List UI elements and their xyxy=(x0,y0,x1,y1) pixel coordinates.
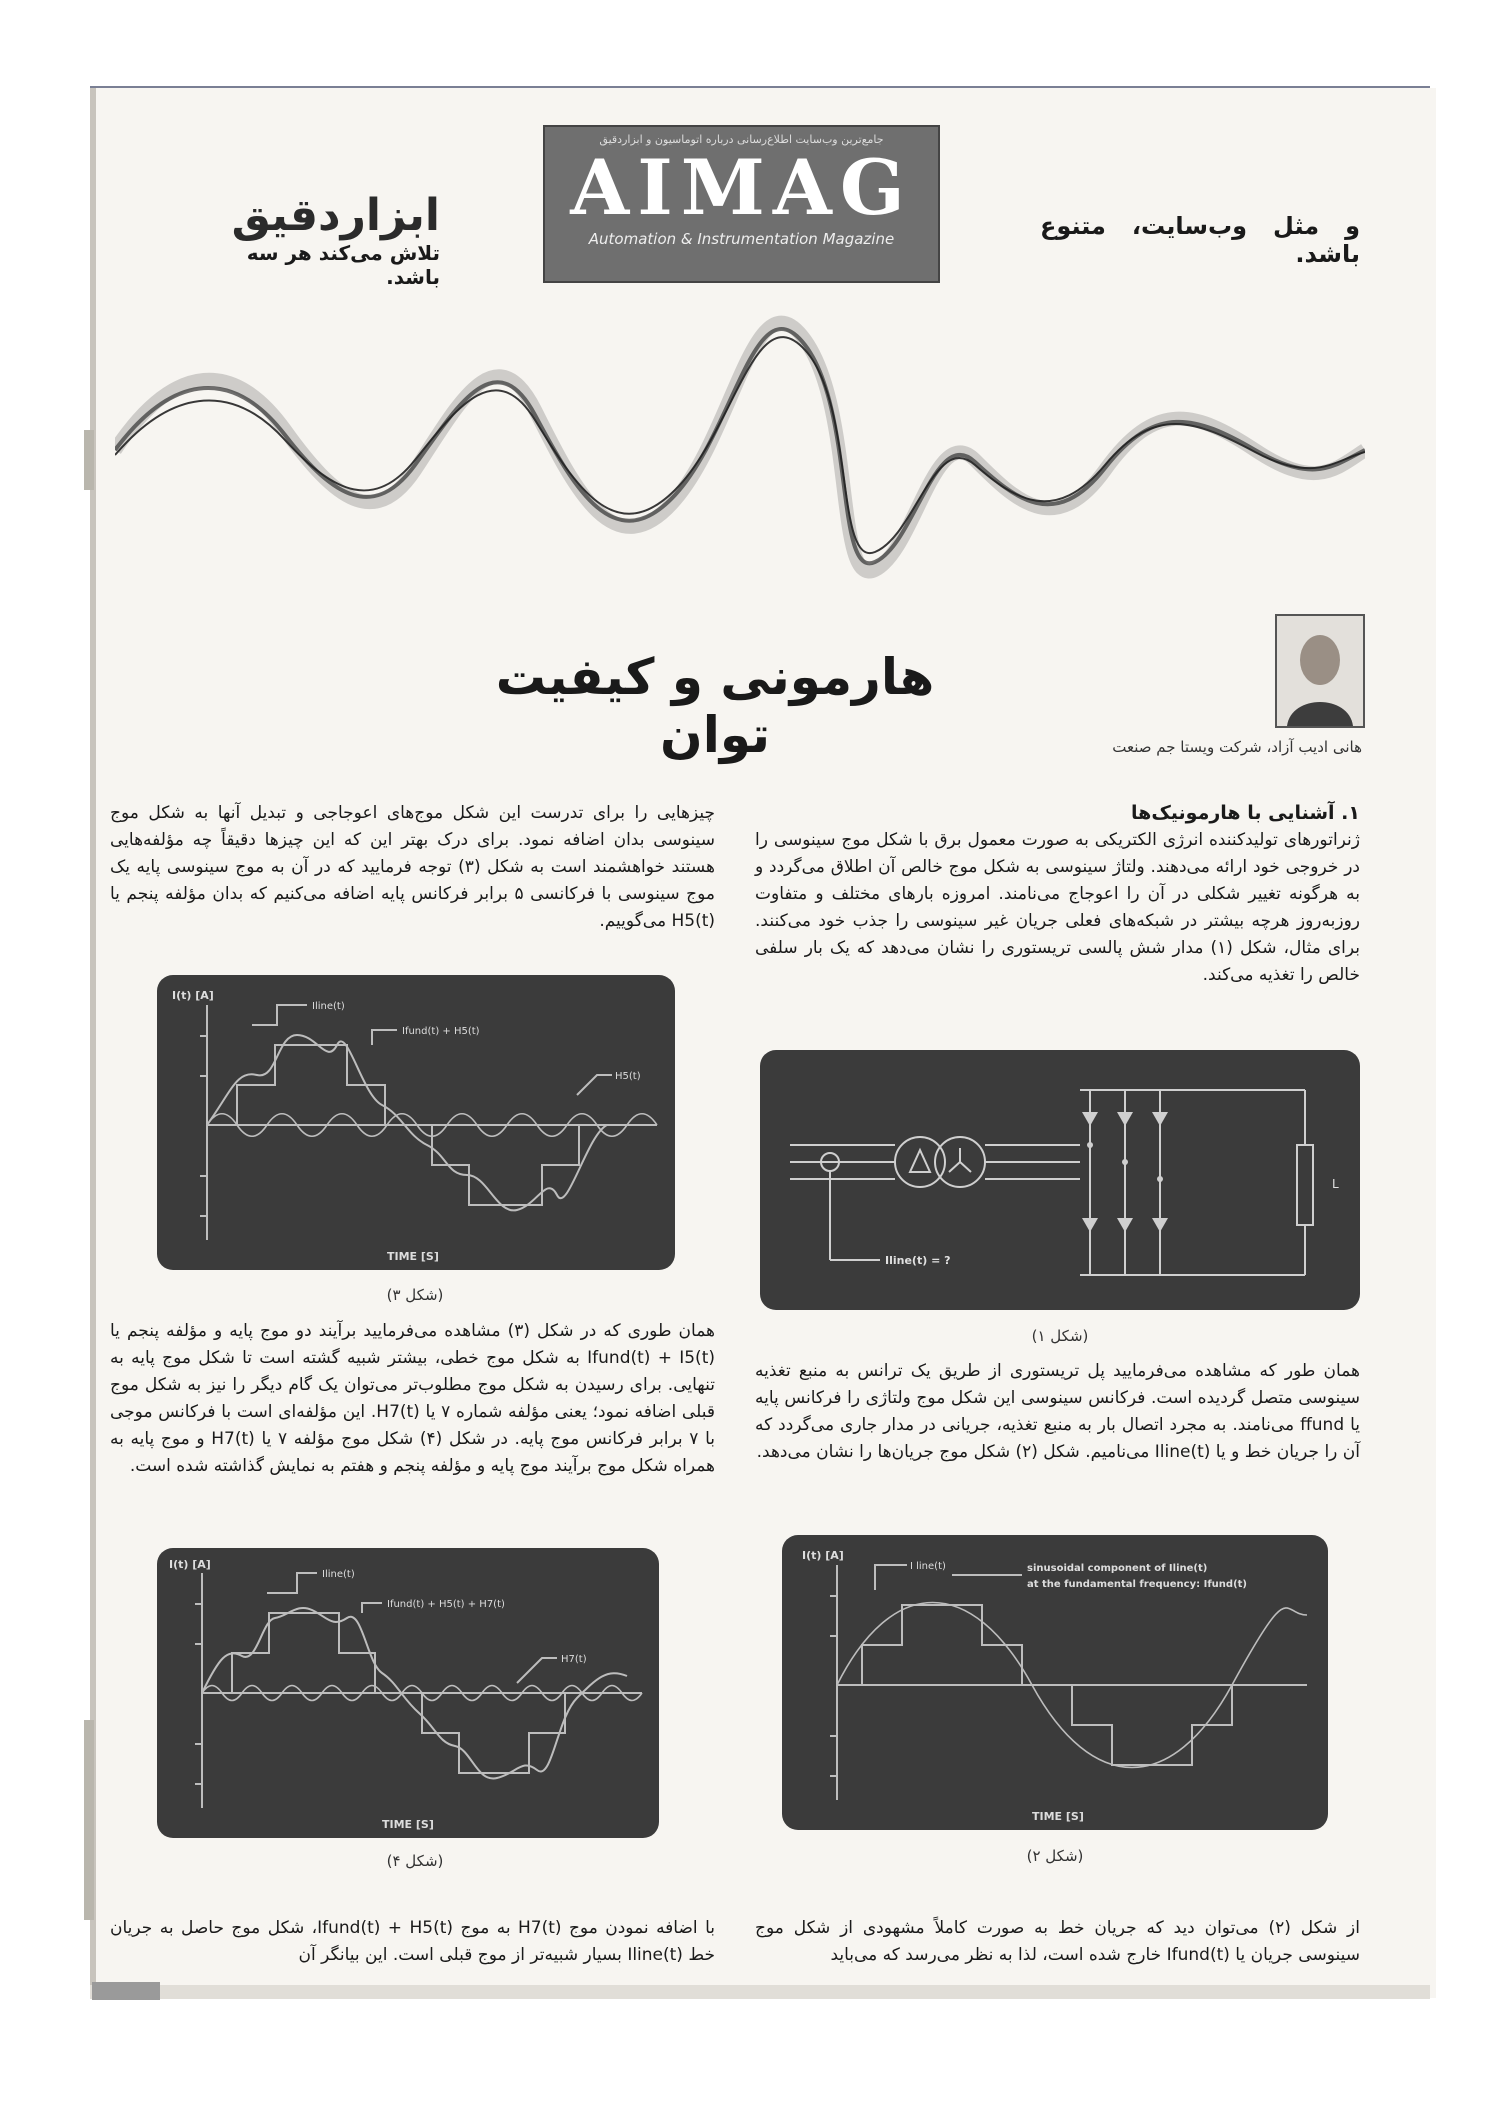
right-column-para3: از شکل (۲) می‌توان دید که جریان خط به صورت کاملاً مشهودی از شکل موج سینوسی جریان یا Ifund(t) خارج شده است، لذا به نظر می‌رسد که می‌باید xyxy=(755,1918,1360,1965)
right-column-intro xyxy=(755,800,1360,989)
logo-word: AIMAG xyxy=(570,143,913,232)
wave-illustration xyxy=(115,300,1365,590)
article-author: هانی ادیب آزاد، شرکت ویستا جم صنعت xyxy=(1112,738,1362,756)
fig4-ylabel: I(t) [A] xyxy=(169,1558,211,1571)
fig2-label-iline: I line(t) xyxy=(910,1561,946,1572)
label-inductor: L xyxy=(1332,1177,1339,1191)
fig2-xlabel: TIME [S] xyxy=(1032,1810,1084,1823)
aimag-logo xyxy=(543,125,940,283)
fig4-label-iline: Iline(t) xyxy=(322,1569,355,1580)
left-column-para3: با اضافه نمودن موج H7(t) به موج Ifund(t) + H5(t)، شکل موج حاصل به جریان خط Iline(t) بسیار شبیه‌تر از موج قبلی است. این بیانگر آن xyxy=(110,1918,715,1965)
logo-subtitle: Automation & Instrumentation Magazine xyxy=(588,230,895,248)
figure-2-caption: (شکل ۲) xyxy=(1026,1847,1084,1865)
fig4-label-h7: H7(t) xyxy=(561,1654,587,1665)
fig3-ylabel: I(t) [A] xyxy=(172,989,214,1002)
fig2-label-sin1: sinusoidal component of Iline(t) xyxy=(1027,1563,1208,1574)
page-footer-bar xyxy=(90,1985,1430,1999)
figure-1-circuit xyxy=(760,1050,1360,1310)
header-tagline: و مثل وب‌سایت، متنوع باشد. xyxy=(1040,212,1360,268)
page-number-tab xyxy=(92,1982,160,2000)
section-heading: ۱. آشنایی با هارمونیک‌ها xyxy=(1131,802,1360,824)
figure-1-caption: (شکل ۱) xyxy=(1031,1327,1089,1345)
author-photo xyxy=(1275,614,1365,728)
paragraph: ژنراتورهای تولیدکننده انرژی الکتریکی به صورت معمول برق با شکل موج سینوسی را در خروجی خود ارائه می‌دهند. ولتاژ سینوسی به شکل موج خالص آن اطلاق می‌گردد و به هرگونه تغییر شکلی در آن را اعوجاج می‌نامند. امروزه بارهای مختلف و متفاوت روزبه‌روز هرچه بیشتر در شبکه‌های فعلی جریان غیر سینوسی را جذب خود می‌کنند. برای مثال، شکل (۱) مدار شش پالسی تریستوری را نشان می‌دهد که یک بار سلفی خالص را تغذیه می‌کند. xyxy=(755,830,1361,985)
figure-3-caption: (شکل ۳) xyxy=(386,1286,444,1304)
article-title: هارمونی و کیفیت توان xyxy=(495,648,935,764)
binding-edge xyxy=(84,1720,94,1920)
figure-4-waveform xyxy=(157,1548,659,1838)
fig2-ylabel: I(t) [A] xyxy=(802,1549,844,1562)
figure-3-waveform xyxy=(157,975,675,1270)
fig3-label-h5: H5(t) xyxy=(615,1071,641,1082)
left-column-para1: چیزهایی را برای تدرست این شکل موج‌های اعوجاجی و تبدیل آنها به شکل موج سینوسی بدان اضافه نمود. برای درک بهتر این که این چیزها دقیقاً چه مؤلفه‌هایی هستند خواهشمند است به شکل (۳) توجه فرمایید که در آن به موج سینوسی پایه یک موج سینوسی با فرکانسی ۵ برابر فرکانس پایه اضافه می‌کنیم که بدان مؤلفه پنجم یا H5(t) می‌گوییم. xyxy=(110,803,716,931)
figure-2-waveform xyxy=(782,1535,1328,1830)
label-iline: Iline(t) = ? xyxy=(885,1254,951,1267)
fig2-label-sin2: at the fundamental frequency: Ifund(t) xyxy=(1027,1579,1247,1590)
fig3-label-iline: Iline(t) xyxy=(312,1001,345,1012)
binding-edge xyxy=(84,430,94,490)
fig3-xlabel: TIME [S] xyxy=(387,1250,439,1263)
right-column-para2: همان طور که مشاهده می‌فرمایید پل تریستوری از طریق یک ترانس به منبع تغذیه سینوسی متصل گردیده است. فرکانس سینوسی این شکل موج ولتاژی را فرکانس پایه یا ffund می‌نامند. به مجرد اتصال بار به منبع تغذیه، جریانی در مدار جاری می‌گردد که آن را جریان خط و یا Iline(t) می‌نامیم. شکل (۲) شکل موج جریان‌ها را نشان می‌دهد. xyxy=(755,1361,1360,1462)
fig3-label-sum: Ifund(t) + H5(t) xyxy=(402,1026,480,1037)
brand-block xyxy=(190,190,440,289)
brand-slogan: تلاش می‌کند هر سه باشد. xyxy=(246,241,440,289)
fig4-xlabel: TIME [S] xyxy=(382,1818,434,1831)
left-column-para2: همان طوری که در شکل (۳) مشاهده می‌فرمایید برآیند دو موج پایه و مؤلفه پنجم یا Ifund(t) + I5(t) به شکل موج خطی، بیشتر شبیه گشته است تا شکل موج پایه به تنهایی. برای رسیدن به شکل موج مطلوب‌تر می‌توان یک گام دیگر را نیز به شکل موج قبلی اضافه نمود؛ یعنی مؤلفه شماره ۷ یا H7(t). این مؤلفه‌ای است با فرکانس موجی با ۷ برابر فرکانس موج پایه. در شکل (۴) شکل موج مؤلفه ۷ یا H7(t) و موج پایه به همراه شکل موج برآیند موج پایه و مؤلفه پنجم و هفتم به نمایش گذاشته شده است. xyxy=(110,1321,715,1476)
brand-name: ابزاردقیق xyxy=(231,190,440,241)
figure-4-caption: (شکل ۴) xyxy=(386,1852,444,1870)
logo-tagline: جامع‌ترین وب‌سایت اطلاع‌رسانی درباره اتوماسیون و ابزاردقیق xyxy=(599,133,884,146)
fig4-label-sum: Ifund(t) + H5(t) + H7(t) xyxy=(387,1599,505,1610)
